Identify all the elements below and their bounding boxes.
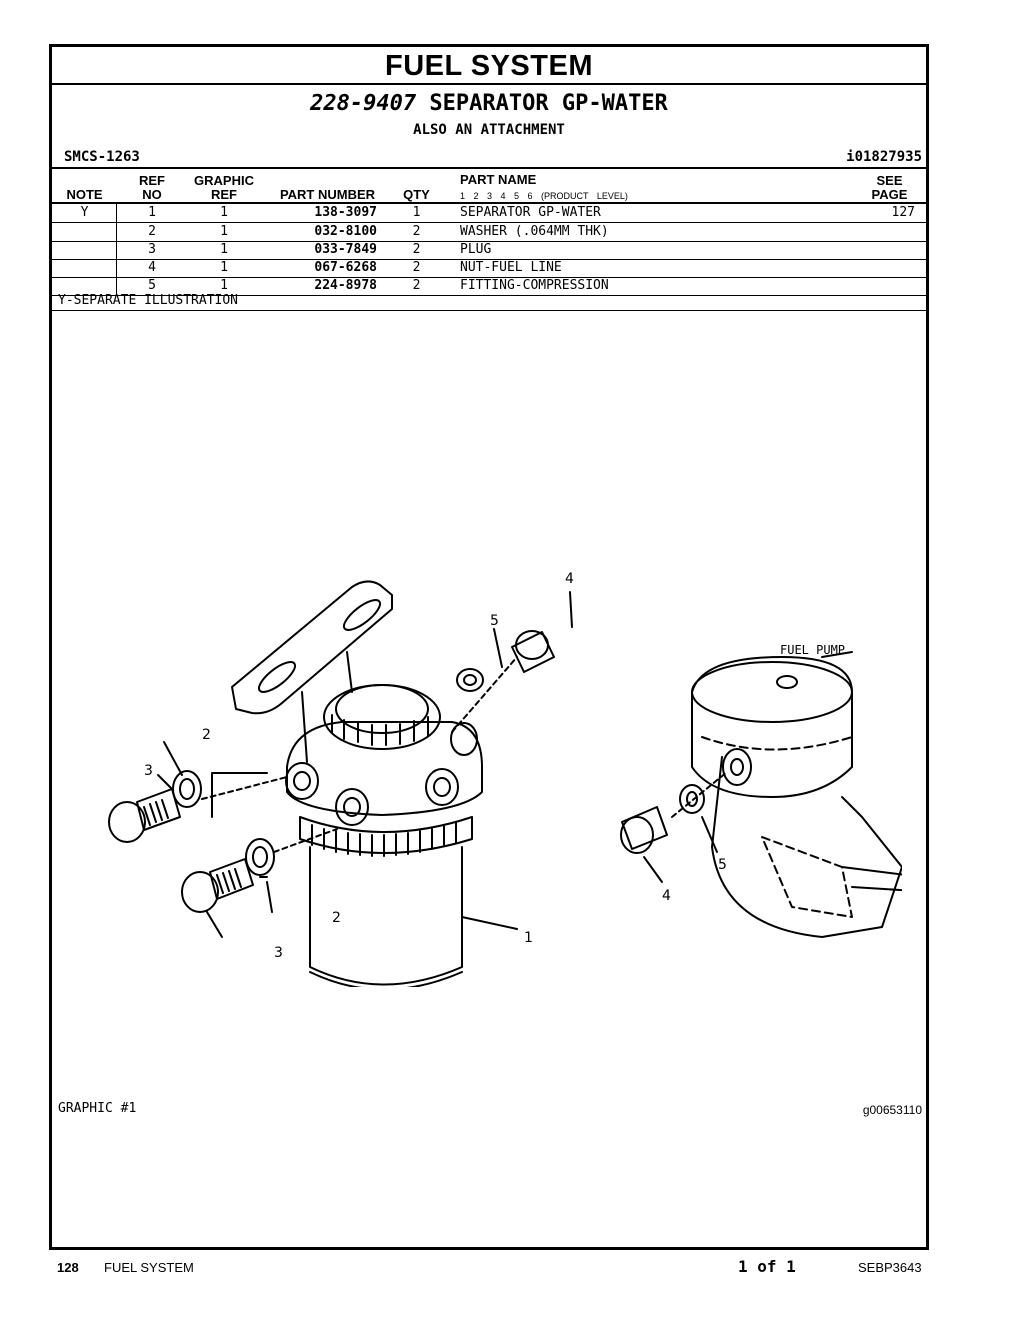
row-part-name: PLUG xyxy=(460,242,492,257)
callout-3-upper: 3 xyxy=(144,763,153,779)
group-number: 228-9407 xyxy=(310,91,417,116)
doc-id: SEBP3643 xyxy=(858,1260,922,1275)
filter-port-front xyxy=(336,789,368,825)
row-part-number: 067-6268 xyxy=(314,260,377,275)
smcs-code: SMCS-1263 xyxy=(64,149,140,165)
footer-section: FUEL SYSTEM xyxy=(104,1260,194,1275)
bracket-slot-right xyxy=(340,595,385,635)
plug-upper-head xyxy=(109,802,145,842)
fuel-pump-label: FUEL PUMP xyxy=(780,643,846,657)
fuel-pump-body xyxy=(692,657,852,797)
plug-lower-head xyxy=(182,872,218,912)
fuel-pump-cap xyxy=(777,676,797,688)
attachment-note: ALSO AN ATTACHMENT xyxy=(413,122,565,138)
fuel-pump-port xyxy=(723,749,751,785)
table-row xyxy=(52,223,926,242)
col-part-number: PART NUMBER xyxy=(279,187,376,202)
col-see-top: SEE xyxy=(876,173,903,188)
table-row xyxy=(52,241,926,260)
col-part-name: PART NAME xyxy=(460,172,537,187)
row-graphic-ref: 1 xyxy=(220,260,228,275)
row-ref: 4 xyxy=(148,260,156,275)
graphic-id: g00653110 xyxy=(862,1103,922,1117)
row-part-name: SEPARATOR GP-WATER xyxy=(460,205,601,220)
table-row xyxy=(52,259,926,278)
callout-2-lower: 2 xyxy=(332,910,341,926)
page-number: 128 xyxy=(57,1260,79,1275)
callout-2-upper: 2 xyxy=(202,727,211,743)
row-graphic-ref: 1 xyxy=(220,224,228,239)
row-ref: 1 xyxy=(148,205,156,220)
row-graphic-ref: 1 xyxy=(220,278,228,293)
callout-3-lower: 3 xyxy=(274,945,283,961)
table-row xyxy=(52,204,926,223)
filter-collar xyxy=(300,817,472,853)
col-see-bottom: PAGE xyxy=(871,187,908,202)
row-qty: 2 xyxy=(412,278,421,293)
compression-fitting-upper xyxy=(457,669,483,691)
washer-upper xyxy=(173,771,201,807)
col-ref-top: REF xyxy=(139,173,165,188)
fuel-line-nut-lower xyxy=(622,807,667,849)
parts-page-frame xyxy=(49,44,929,1250)
row-part-number: 138-3097 xyxy=(314,205,377,220)
illustration-id: i01827935 xyxy=(846,149,922,165)
table-footnote xyxy=(52,292,926,311)
table-top-rule xyxy=(52,167,926,169)
section-title: FUEL SYSTEM xyxy=(385,50,593,82)
row-see-page: 127 xyxy=(891,205,915,220)
row-ref: 2 xyxy=(148,224,156,239)
group-title xyxy=(52,91,926,116)
row-note: Y xyxy=(80,205,89,220)
callout-5-lower: 5 xyxy=(718,857,727,873)
group-name: SEPARATOR GP-WATER xyxy=(429,91,668,116)
row-part-name: NUT-FUEL LINE xyxy=(460,260,562,275)
col-ref-bottom: NO xyxy=(142,187,162,202)
callout-4-lower: 4 xyxy=(662,888,671,904)
page-of: 1 of 1 xyxy=(738,1257,796,1276)
washer-lower xyxy=(246,839,274,875)
row-qty: 1 xyxy=(412,205,421,220)
col-qty: QTY xyxy=(403,187,430,202)
col-graphic-bottom: REF xyxy=(211,187,237,202)
callout-4-upper: 4 xyxy=(565,571,574,587)
col-graphic-top: GRAPHIC xyxy=(194,173,254,188)
row-qty: 2 xyxy=(412,224,421,239)
col-product-levels: 1 2 3 4 5 6 (PRODUCT LEVEL) xyxy=(460,191,628,201)
row-graphic-ref: 1 xyxy=(220,205,228,220)
col-note: NOTE xyxy=(66,187,103,202)
row-qty: 2 xyxy=(412,260,421,275)
graphic-label: GRAPHIC #1 xyxy=(58,1101,137,1116)
row-ref: 3 xyxy=(148,242,156,257)
exploded-view-drawing xyxy=(62,517,902,987)
row-qty: 2 xyxy=(412,242,421,257)
row-graphic-ref: 1 xyxy=(220,242,228,257)
callout-1: 1 xyxy=(524,930,533,946)
row-part-name: WASHER (.064MM THK) xyxy=(460,224,609,239)
footnote-text: Y-SEPARATE ILLUSTRATION xyxy=(58,293,239,308)
callout-5-upper: 5 xyxy=(490,613,499,629)
row-ref: 5 xyxy=(148,278,156,293)
compression-fitting-lower xyxy=(680,785,704,813)
filter-head-top xyxy=(324,685,440,749)
fuel-pump-top xyxy=(692,662,852,722)
row-part-number: 033-7849 xyxy=(314,242,377,257)
row-part-number: 224-8978 xyxy=(314,278,377,293)
filter-port-left xyxy=(286,763,318,799)
section-title-bar xyxy=(52,47,926,85)
row-part-name: FITTING-COMPRESSION xyxy=(460,278,609,293)
row-part-number: 032-8100 xyxy=(314,224,377,239)
filter-port-right xyxy=(426,769,458,805)
